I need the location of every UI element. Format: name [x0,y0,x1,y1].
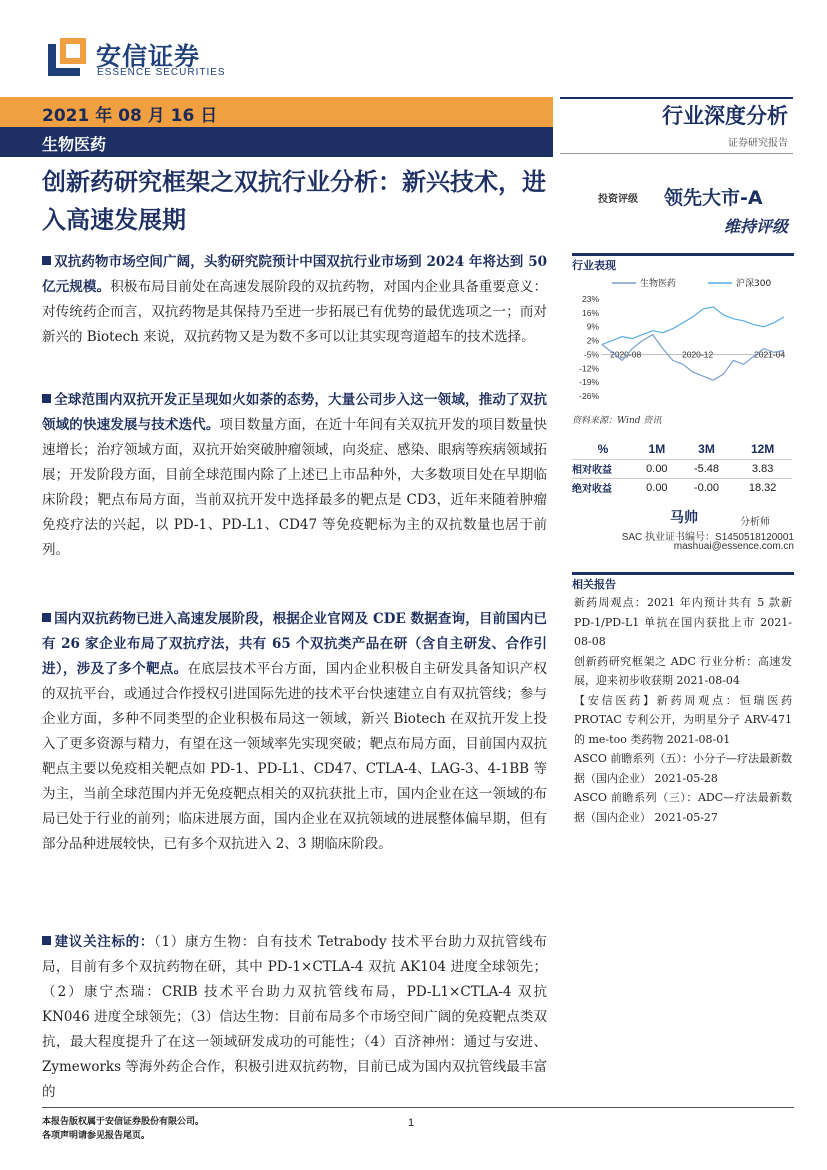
list-item[interactable]: 创新药研究框架之 ADC 行业分析：高速发展，迎来初步收获期 2021-08-04 [574,654,792,687]
divider [560,97,793,99]
y-tick-label: -19% [579,377,599,388]
x-tick-label: 2020-12 [682,349,714,360]
bullet-square-icon [42,613,51,622]
report-title: 创新药研究框架之双抗行业分析：新兴技术，进入高速发展期 [42,168,546,234]
y-tick-label: 16% [581,307,599,318]
table-header: 12M [750,442,775,457]
performance-table [572,440,792,497]
analyst-name: 马帅 [670,510,698,526]
footer-divider [42,1107,794,1108]
analyst-sac-id: SAC 执业证书编号：S1450518120001 [621,532,794,543]
report-date: 2021 年 08 月 16 日 [42,106,218,126]
list-item[interactable]: ASCO 前瞻系列（五）：小分子—疗法最新数据（国内企业） 2021-05-28 [574,752,792,785]
rating-label: 投资评级 [598,194,638,205]
rating-action: 维持评级 [723,217,788,236]
y-tick-label: -5% [583,349,599,360]
analyst-email[interactable]: mashuai@essence.com.cn [673,541,794,552]
bullet-square-icon [42,394,51,403]
table-row: 绝对收益 0.00 -0.00 18.32 [572,478,792,497]
y-tick-label: -26% [579,391,599,401]
brand-name-cn: 安信证券 [96,42,201,71]
y-tick-label: 9% [586,321,599,332]
industry-performance-chart [572,275,794,405]
brand-name-en: ESSENCE SECURITIES [97,67,226,78]
y-tick-label: 2% [586,335,599,346]
footer-disclaimer: 本报告版权属于安信证券股份有限公司。 各项声明请参见报告尾页。 [42,1117,205,1141]
report-type: 行业深度分析 [662,104,788,128]
table-row: 相对收益 0.00 -5.48 3.83 [572,459,792,478]
table-header: % [597,442,609,457]
perf-section-title: 行业表现 [572,253,794,271]
list-item[interactable]: ASCO 前瞻系列（三）：ADC—疗法最新数据（国内企业） 2021-05-27 [574,791,792,824]
paragraph-3: 国内双抗药物已进入高速发展阶段，根据企业官网及 CDE 数据查询，目前国内已有 26 家企业布局了双抗疗法，共有 65 个双抗类产品在研（含自主研发、合作引进），涉及了多个靶点。在底层技术平台方面，国内企业积极自主研发具备知识产权的双抗平台，或通过合作授权引进国际先进的技术平台快速建立自有双抗管线；参与企业方面，多种不同类型的企业积极布局这一领域，新兴 Biotech 在双抗开发上投入了更多资源与精力，有望在这一领域率先实现突破；靶点布局方面，目前国内双抗靶点主要以免疫相关靶点如 PD-1、PD-L1、CD47、CTLA-4、LAG-3、4-1BB 等为主，当前全球范围内并无免疫靶点相关的双抗获批上市，国内企业在这一领域的布局已处于行业的前列；临床进展方面，国内企业在双抗领域的进展整体偏早期，但有部分品种进展较快，已有多个双抗进入 2、3 期临床阶段。 [42,611,548,852]
y-tick-label: 23% [581,294,599,304]
related-reports-list [574,593,792,827]
paragraph-2: 全球范围内双抗开发正呈现如火如荼的态势，大量公司步入这一领域，推动了双抗领域的快速发展与技术迭代。项目数量方面，在近十年间有关双抗开发的项目数量快速增长；治疗领域方面，双抗开始突破肿瘤领域，向炎症、感染、眼病等疾病领域拓展；开发阶段方面，目前全球范围内除了上述已上市品种外，大多数项目处在早期临床阶段；靶点布局方面，当前双抗开发中选择最多的靶点是 CD3，近年来随着肿瘤免疫疗法的兴起，以 PD-1、PD-L1、CD47 等免疫靶标为主的双抗数量也居于前列。 [42,392,548,558]
report-subtitle: 证券研究报告 [728,138,788,149]
legend-label: 生物医药 [640,279,677,289]
table-header: 3M [698,442,715,457]
source-note: 资料来源：Wind 资讯 [572,416,662,426]
legend-label: 沪深300 [736,279,772,289]
analyst-role: 分析师 [740,517,770,528]
y-tick-label: -12% [579,363,599,374]
bullet-square-icon [42,256,51,265]
table-header: 1M [648,442,666,457]
essence-logo-icon [48,38,86,76]
related-section-title: 相关报告 [572,572,794,590]
series-line [602,307,784,345]
paragraph-1: 双抗药物市场空间广阔，头豹研究院预计中国双抗行业市场到 2024 年将达到 50 亿元规模。积极布局目前处在高速发展阶段的双抗药物，对国内企业具备重要意义：对传统药企而言，双抗药物是其保持乃至进一步拓展已有优势的最优选项之一；而对新兴的 Biotech 来说，双抗药物又是为数不多可以让其实现弯道超车的技术选择。 [42,254,548,345]
list-item[interactable]: 新药周观点：2021 年内预计共有 5 款新 PD-1/PD-L1 单抗在国内获批上市 2021-08-08 [574,596,792,648]
divider [560,153,793,154]
list-item[interactable]: 【安信医药】新药周观点：恒瑞医药 PROTAC 专利公开，为明星分子 ARV-471 的 me-too 类药物 2021-08-01 [574,693,792,746]
page-number: 1 [408,1117,415,1129]
sector-name: 生物医药 [42,135,107,154]
bullet-square-icon [42,936,51,945]
rating-value: 领先大市-A [664,187,763,209]
paragraph-4: 建议关注标的：（1）康方生物：自有技术 Tetrabody 技术平台助力双抗管线布局，目前有多个双抗药物在研，其中 PD-1×CTLA-4 双抗 AK104 进度全球领先；（2）康宁杰瑞：CRIB 技术平台助力双抗管线布局，PD-L1×CTLA-4 双抗 KN046 进度全球领先；（3）信达生物：目前布局多个市场空间广阔的免疫靶点类双抗，最大程度提升了在这一领域研发成功的可能性；（4）百济神州：通过与安进、Zymeworks 等海外药企合作，积极引进双抗药物，目前已成为国内双抗管线最丰富的 [42,934,547,1100]
x-tick-label: 2020-08 [610,349,642,360]
x-tick-label: 2021-04 [754,349,786,360]
